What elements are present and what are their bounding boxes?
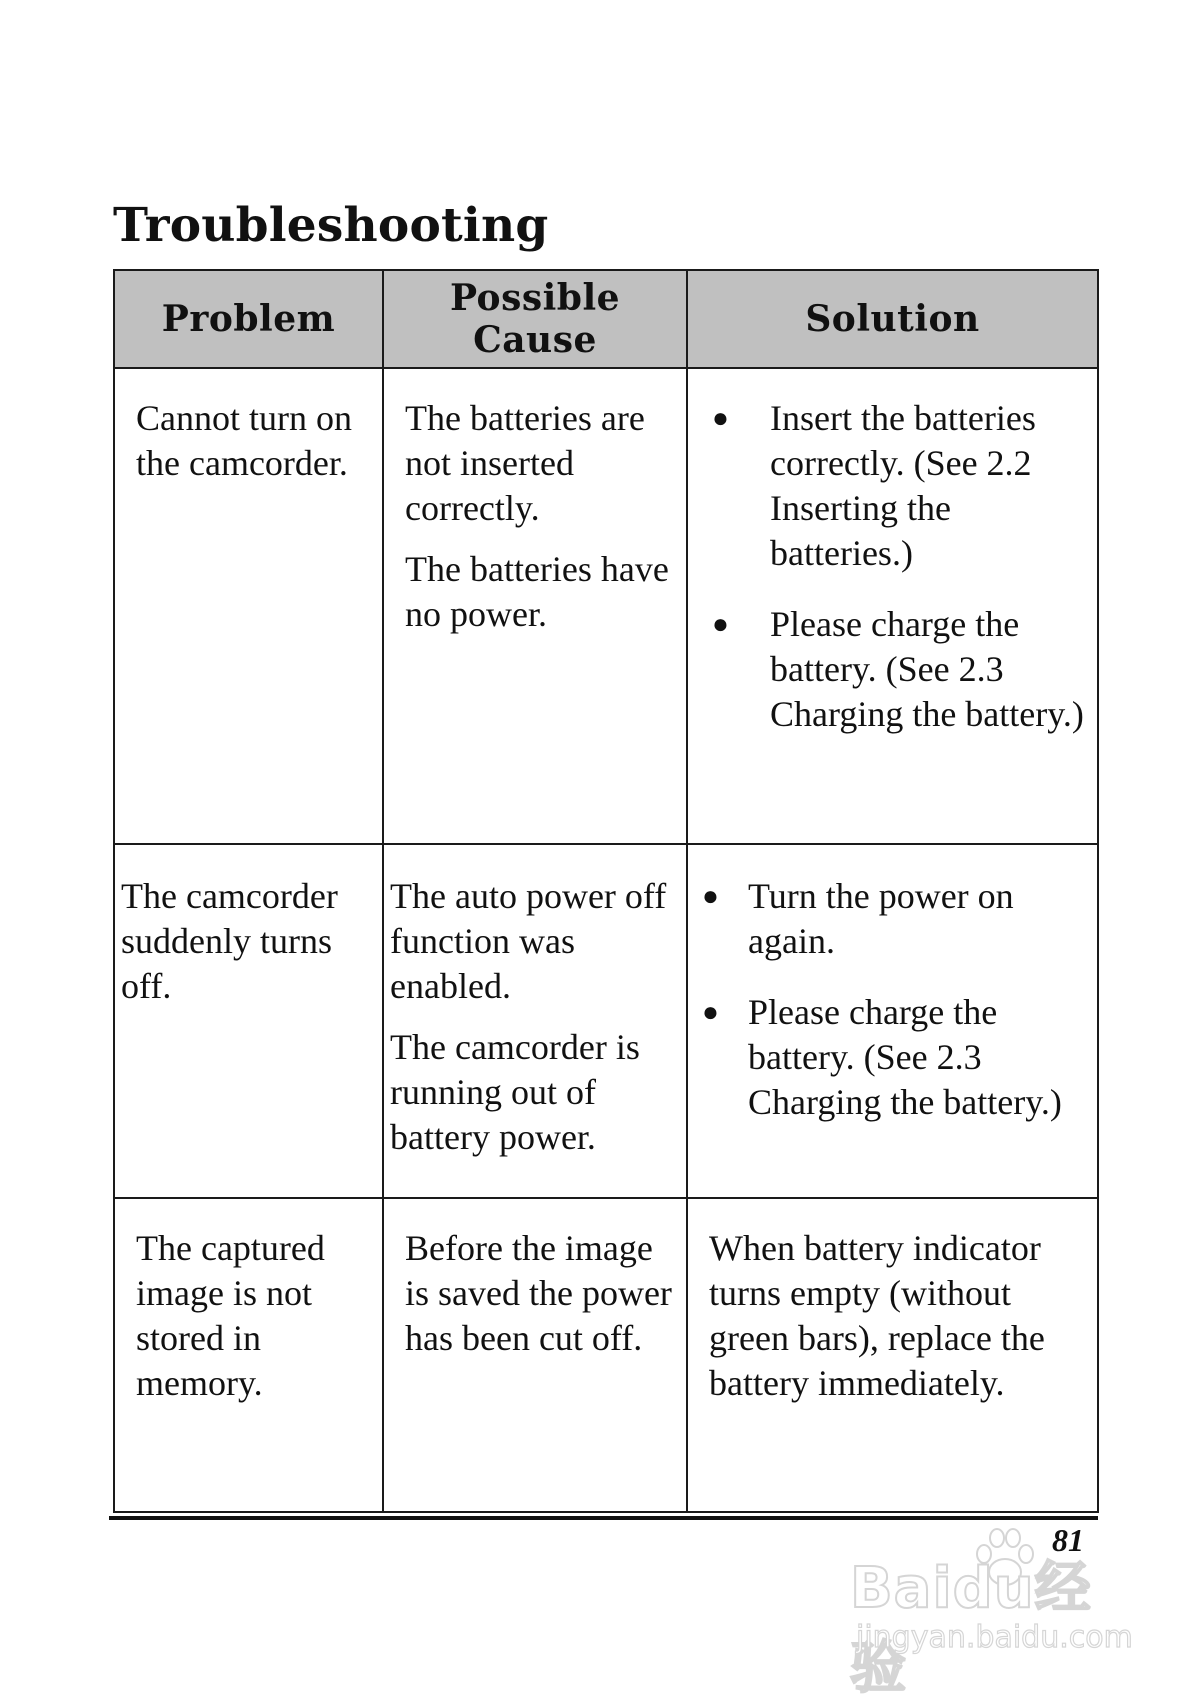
table-row — [114, 844, 1098, 1198]
solution-text: Turn the power on again. — [748, 876, 1014, 961]
header-solution: Solution — [687, 270, 1098, 368]
watermark — [850, 1524, 1140, 1701]
problem-text: The camcorder suddenly turns off. — [121, 876, 338, 1006]
bullet-dot-icon: ● — [712, 403, 729, 434]
header-problem: Problem — [114, 270, 383, 368]
solution-list — [688, 369, 1097, 737]
problem-cell — [114, 844, 383, 1198]
solution-text: When battery indicator turns empty (without green bars), replace the battery immediately. — [709, 1228, 1045, 1403]
solution-text: Please charge the battery. (See 2.3 Charging the battery.) — [748, 992, 1062, 1122]
solution-cell — [687, 844, 1098, 1198]
solution-text: Insert the batteries correctly. (See 2.2 Inserting the batteries.) — [770, 398, 1036, 573]
watermark-logo: Baidu经验 — [850, 1556, 1092, 1701]
table-row — [114, 368, 1098, 844]
problem-text: Cannot turn on the camcorder. — [136, 398, 352, 483]
cause-text: The batteries have no power. — [405, 549, 669, 634]
cause-cell — [383, 368, 687, 844]
solution-item — [688, 990, 1087, 1125]
cause-text: The batteries are not inserted correctly. — [405, 398, 645, 528]
problem-cell — [114, 1198, 383, 1512]
problem-text: The captured image is not stored in memory. — [136, 1228, 325, 1403]
cause-cell — [383, 844, 687, 1198]
footer-rule — [109, 1516, 1098, 1520]
table-row — [114, 1198, 1098, 1512]
page-title: Troubleshooting — [113, 198, 549, 253]
solution-cell — [687, 368, 1098, 844]
solution-list — [688, 845, 1097, 1125]
watermark-url: jingyan.baidu.com — [856, 1620, 1133, 1655]
cause-text: Before the image is saved the power has been cut off. — [405, 1228, 672, 1358]
troubleshooting-table — [113, 269, 1099, 1513]
problem-cell — [114, 368, 383, 844]
bullet-dot-icon: ● — [712, 609, 729, 640]
header-possible-cause: Possible Cause — [383, 270, 687, 368]
bullet-dot-icon: ● — [702, 881, 719, 912]
solution-item — [698, 396, 1087, 576]
solution-cell — [687, 1198, 1098, 1512]
cause-cell — [383, 1198, 687, 1512]
cause-text: The camcorder is running out of battery power. — [390, 1027, 640, 1157]
cause-text: The auto power off function was enabled. — [390, 876, 667, 1006]
bullet-dot-icon: ● — [702, 997, 719, 1028]
page-number: 81 — [1052, 1522, 1084, 1558]
solution-item — [688, 874, 1087, 964]
table-header-row — [114, 270, 1098, 368]
solution-text: Please charge the battery. (See 2.3 Charging the battery.) — [770, 604, 1084, 734]
solution-item — [698, 602, 1087, 737]
